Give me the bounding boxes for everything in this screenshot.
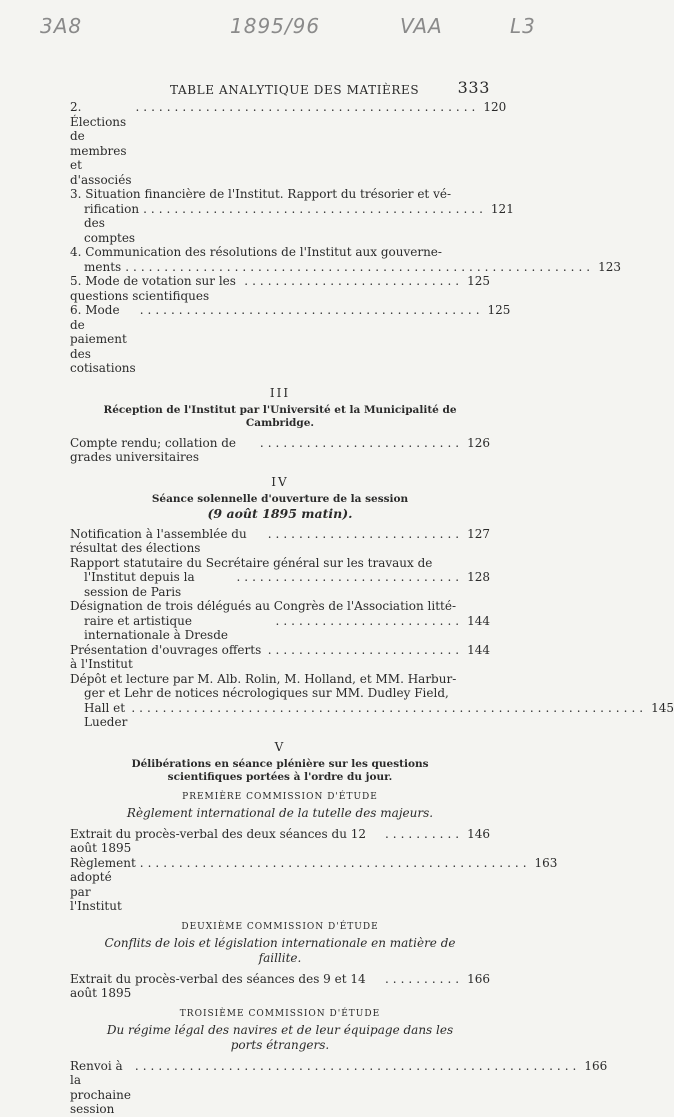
toc-entry	[70, 686, 490, 701]
commission-heading: TROISIÈME COMMISSION D'ÉTUDE	[179, 1008, 381, 1019]
toc-entry	[70, 201, 514, 246]
commission-heading: DEUXIÈME COMMISSION D'ÉTUDE	[181, 921, 379, 932]
leader-dots: ..................................................	[139, 855, 531, 870]
toc-entry-text: 4. Communication des résolutions de l'Institut aux gouverne-	[70, 245, 442, 259]
running-head	[70, 78, 490, 100]
leader-dots: ............................................	[139, 303, 484, 317]
toc-entry	[70, 436, 490, 465]
leader-dots: .........................	[267, 526, 464, 541]
leader-dots: ............................................	[135, 100, 480, 114]
page-number: 333	[457, 78, 490, 97]
leader-dots: ........................	[275, 613, 464, 628]
toc-entry	[70, 570, 490, 599]
toc-entry-page: 121	[490, 201, 514, 216]
commission-title: Du régime légal des navires et de leur équipage dans les ports étrangers.	[106, 1022, 454, 1052]
section-number: V	[274, 739, 286, 754]
toc-entry-page: 128	[467, 570, 490, 584]
toc-entry-page: 120	[483, 100, 507, 114]
toc-entry	[70, 700, 674, 730]
toc-entry-page: 125	[487, 303, 511, 317]
handwritten-note-year: 1895/96	[230, 14, 321, 38]
toc-entry-page: 166	[467, 971, 490, 986]
toc-entry-text: Désignation de trois délégués au Congrès de l'Association litté-	[70, 599, 456, 613]
toc-entry-page: 166	[584, 1058, 608, 1073]
toc-entry-page: 123	[598, 259, 621, 274]
toc-entry	[70, 303, 511, 376]
section-title: Séance solennelle d'ouverture de la session	[151, 492, 409, 505]
toc-entry-text: 6. Mode de paiement des cotisations	[70, 303, 136, 375]
toc-entry	[70, 972, 490, 1001]
toc-entry-text: Règlement adopté par l'Institut	[70, 855, 136, 913]
leader-dots: ..........................	[259, 435, 464, 450]
handwritten-note-left: 3A8	[40, 14, 83, 38]
toc-entry	[70, 827, 490, 856]
toc-entry-text: Extrait du procès-verbal des deux séances du 12 août 1895	[70, 826, 367, 855]
commission-title: Conflits de lois et législation internationale en matière de faillite.	[104, 935, 456, 965]
page-body	[70, 78, 674, 1117]
toc-entry-text: Rapport statutaire du Secrétaire général sur les travaux de	[70, 555, 433, 570]
toc-entry-page: 146	[467, 826, 490, 841]
toc-entry-text: l'Institut depuis la session de Paris	[84, 570, 195, 599]
toc-entry-page: 144	[467, 642, 490, 657]
toc-entry-text: Extrait du procès-verbal des séances des 9 et 14 août 1895	[70, 971, 366, 1000]
toc-entry	[70, 672, 490, 687]
toc-entry-text: Présentation d'ouvrages offerts à l'Institut	[70, 642, 262, 671]
toc-entry	[70, 100, 507, 187]
leader-dots: ............................	[244, 274, 464, 288]
page-title: TABLE ANALYTIQUE DES MATIÈRES	[170, 83, 420, 97]
toc-entry-text: Renvoi à la prochaine session	[70, 1058, 131, 1116]
toc-entry	[70, 187, 490, 202]
toc-entry-page: 125	[467, 274, 490, 288]
toc-entry	[70, 556, 490, 571]
section-subtitle: (9 août 1895 matin).	[207, 505, 353, 521]
toc-entry	[70, 1058, 608, 1117]
leader-dots: .........................................................	[134, 1058, 581, 1073]
leader-dots: ............................................	[143, 201, 487, 216]
handwritten-note-right: L3	[510, 14, 536, 38]
toc-entry	[70, 259, 621, 275]
leader-dots: ..........	[384, 826, 464, 841]
section-title: Réception de l'Institut par l'Université et la Municipalité de Cambridge.	[103, 403, 457, 429]
toc-entry-page: 126	[467, 435, 490, 450]
leader-dots: .........................	[267, 642, 464, 657]
group1-list	[70, 100, 621, 376]
toc-entry-page: 145	[651, 700, 674, 715]
section-title: Délibérations en séance plénière sur les questions scientifiques portées à l'ordre du jour.	[131, 757, 429, 783]
toc-entry	[70, 643, 490, 672]
handwritten-note-mid: VAA	[400, 14, 443, 38]
toc-entry-text: Compte rendu; collation de grades universitaires	[70, 435, 237, 464]
commission-heading: PREMIÈRE COMMISSION D'ÉTUDE	[182, 791, 378, 802]
toc-entry-text: 5. Mode de votation sur les questions scientifiques	[70, 274, 236, 303]
toc-entry-page: 144	[467, 613, 490, 628]
toc-entry-text: ger et Lehr de notices nécrologiques sur MM. Dudley Field,	[84, 686, 449, 700]
toc-entry-page: 163	[534, 855, 558, 870]
leader-dots: ..................................................................	[131, 700, 648, 715]
leader-dots: .............................	[236, 570, 464, 584]
toc-entry-text: Hall et Lueder	[84, 700, 128, 729]
toc-entry-text: Dépôt et lecture par M. Alb. Rolin, M. Holland, et MM. Harbur-	[70, 671, 457, 686]
toc-entry	[70, 599, 490, 614]
section-number: III	[269, 385, 291, 400]
leader-dots: ............................................................	[125, 259, 595, 274]
toc-entry-text: Notification à l'assemblée du résultat des élections	[70, 526, 247, 555]
toc-entry-text: raire et artistique internationale à Dresde	[84, 613, 228, 642]
toc-entry	[70, 855, 558, 914]
leader-dots: ..........	[384, 971, 464, 986]
toc-entry	[70, 614, 490, 643]
toc-entry	[70, 274, 490, 303]
commission-title: Règlement international de la tutelle des majeurs.	[126, 805, 434, 820]
toc-entry-text: ments	[84, 259, 122, 274]
toc-entry-text: 3. Situation financière de l'Institut. Rapport du trésorier et vé-	[70, 187, 451, 201]
toc-entry	[70, 527, 490, 556]
toc-entry-text: rification des comptes	[84, 201, 140, 245]
toc-entry	[70, 245, 490, 260]
toc-entry-page: 127	[467, 526, 490, 541]
section-number: IV	[271, 474, 289, 489]
toc-entry-text: 2. Élections de membres et d'associés	[70, 100, 132, 187]
